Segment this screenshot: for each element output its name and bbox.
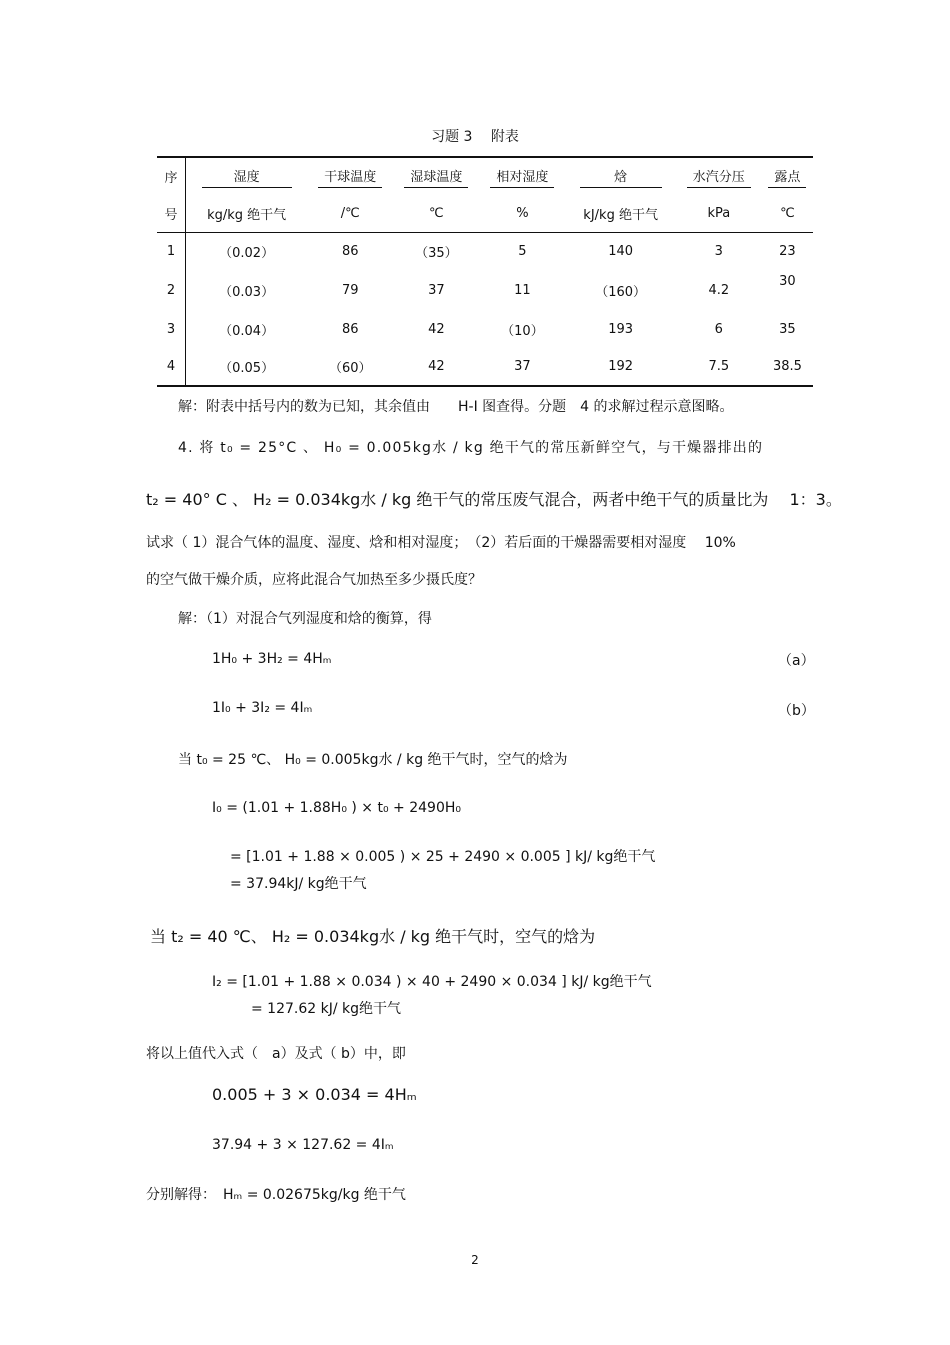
unit-wet-bulb: ℃ <box>393 195 479 233</box>
problem-line-2: t₂ = 40° C 、 H₂ = 0.034kg水 / kg 绝干气的常压废气混合，两者中绝干气的质量比为 1：3。 <box>146 490 842 509</box>
cell: （0.03） <box>219 285 275 300</box>
header-dry-bulb: 干球温度 <box>307 157 393 195</box>
unit-dew-point: ℃ <box>762 195 813 233</box>
condition-state-0: 当 t₀ = 25 ℃、 H₀ = 0.005kg水 / kg 绝干气时，空气的焓为 <box>178 752 568 768</box>
cell: （0.02） <box>219 246 275 261</box>
cell: 192 <box>565 348 675 386</box>
substituted-equation-a: 0.005 + 3 × 0.034 = 4Hₘ <box>212 1085 417 1104</box>
table-unit-row <box>157 195 813 233</box>
unit-vapor-pressure: kPa <box>676 195 762 233</box>
condition-state-2: 当 t₂ = 40 ℃、 H₂ = 0.034kg水 / kg 绝干气时，空气的焓为 <box>150 927 596 946</box>
enthalpy-i0-formula: I₀ = (1.01 + 1.88H₀ ) × t₀ + 2490H₀ <box>212 800 461 816</box>
cell: 86 <box>341 322 359 337</box>
cell: 3 <box>714 244 723 259</box>
header-relative-humidity: 相对湿度 <box>479 157 565 195</box>
cell: （0.04） <box>219 324 275 339</box>
cell: 37 <box>479 348 565 386</box>
equation-b: 1I₀ + 3I₂ = 4Iₘ <box>212 700 313 716</box>
cell: （60） <box>307 348 393 386</box>
header-vapor-pressure: 水汽分压 <box>676 157 762 195</box>
unit-index: 号 <box>157 195 186 233</box>
header-dew-point: 露点 <box>762 157 813 195</box>
cell: 79 <box>341 283 359 298</box>
cell: 1 <box>157 233 186 271</box>
unit-enthalpy: kJ/kg 绝干气 <box>565 195 675 233</box>
solution-intro: 解：（1）对混合气列湿度和焓的衡算，得 <box>178 611 432 627</box>
unit-humidity: kg/kg 绝干气 <box>186 195 308 233</box>
page-number: 2 <box>471 1253 479 1267</box>
cell: （10） <box>501 324 544 339</box>
enthalpy-i0-result: = 37.94kJ/ kg绝干气 <box>230 876 367 892</box>
cell: （160） <box>595 285 647 300</box>
table-row <box>157 233 813 271</box>
equation-a: 1H₀ + 3H₂ = 4Hₘ <box>212 651 332 667</box>
enthalpy-i2-result: = 127.62 kJ/ kg绝干气 <box>251 1001 402 1017</box>
header-index: 序 <box>157 157 186 195</box>
equation-a-label: （a） <box>778 653 815 669</box>
cell: 23 <box>779 244 796 259</box>
problem-line-3: 试求（ 1）混合气体的温度、湿度、焓和相对湿度； （2）若后面的干燥器需要相对湿度 10% <box>146 535 736 551</box>
cell: 11 <box>514 283 531 298</box>
enthalpy-i0-substitution: = [1.01 + 1.88 × 0.005 ) × 25 + 2490 × 0.005 ] kJ/ kg绝干气 <box>230 849 656 865</box>
substituted-equation-b: 37.94 + 3 × 127.62 = 4Iₘ <box>212 1137 394 1153</box>
cell: 4 <box>157 348 186 386</box>
cell: 2 <box>157 270 186 311</box>
header-enthalpy: 焓 <box>565 157 675 195</box>
cell: 38.5 <box>762 348 813 386</box>
table-note: 解：附表中括号内的数为已知，其余值由 H-I 图查得。分题 4 的求解过程示意图略。 <box>178 399 734 415</box>
cell: 35 <box>779 322 796 337</box>
cell: 140 <box>608 244 634 259</box>
problem-line-1: 4. 将 t₀ = 25°C 、 H₀ = 0.005kg水 / kg 绝干气的常压新鲜空气，与干燥器排出的 <box>178 440 764 456</box>
cell: 5 <box>518 244 527 259</box>
table-row <box>157 348 813 386</box>
table-row <box>157 270 813 311</box>
cell: 42 <box>428 322 445 337</box>
solution-result: 分别解得： Hₘ = 0.02675kg/kg 绝干气 <box>146 1187 406 1203</box>
cell: （35） <box>415 246 458 261</box>
table-row <box>157 311 813 348</box>
enthalpy-i2-substitution: I₂ = [1.01 + 1.88 × 0.034 ) × 40 + 2490 × 0.034 ] kJ/ kg绝干气 <box>212 974 652 990</box>
cell: 7.5 <box>676 348 762 386</box>
cell: 4.2 <box>708 283 730 298</box>
cell: 37 <box>428 283 445 298</box>
equation-b-label: （b） <box>778 703 815 719</box>
cell: 30 <box>779 274 796 289</box>
substitute-text: 将以上值代入式（ a）及式（ b）中，即 <box>146 1046 406 1062</box>
table-header-row <box>157 157 813 195</box>
cell: 193 <box>608 322 634 337</box>
table-caption: 习题 3 附表 <box>431 129 519 145</box>
cell: 6 <box>714 322 723 337</box>
cell: （0.05） <box>186 348 308 386</box>
cell: 42 <box>393 348 479 386</box>
cell: 3 <box>157 311 186 348</box>
header-humidity: 湿度 <box>186 157 308 195</box>
data-table <box>157 156 813 387</box>
unit-relative-humidity: % <box>479 195 565 233</box>
problem-line-4: 的空气做干燥介质，应将此混合气加热至多少摄氏度？ <box>146 572 482 588</box>
header-wet-bulb: 湿球温度 <box>393 157 479 195</box>
cell: 86 <box>341 244 359 259</box>
unit-dry-bulb: /℃ <box>307 195 393 233</box>
